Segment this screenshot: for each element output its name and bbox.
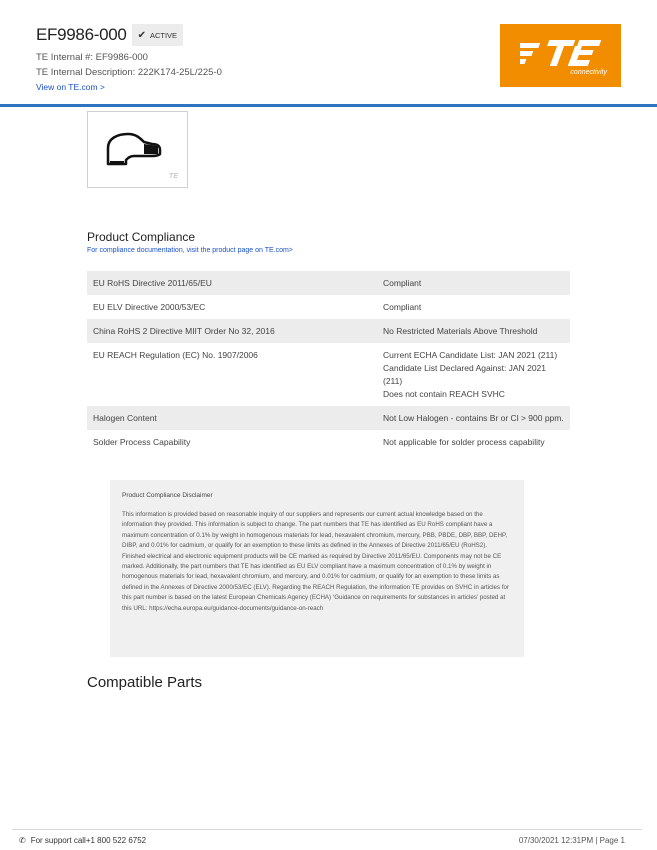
phone-icon: ✆ bbox=[19, 836, 26, 845]
te-connectivity-logo bbox=[500, 24, 621, 87]
compliance-label: Solder Process Capability bbox=[93, 437, 191, 447]
compliance-label: Halogen Content bbox=[87, 406, 377, 430]
compliance-title: Product Compliance bbox=[87, 230, 196, 244]
compliance-disclaimer bbox=[110, 480, 524, 657]
internal-description: TE Internal Description: 222K174-25L/225-0 bbox=[36, 67, 222, 78]
compliance-value: Compliant bbox=[383, 302, 422, 312]
compliance-value: Not applicable for solder process capability bbox=[383, 437, 545, 447]
te-logo-mark-icon bbox=[520, 38, 602, 68]
compliance-row bbox=[87, 271, 570, 295]
support-text: For support call+1 800 522 6752 bbox=[30, 836, 147, 845]
header-divider bbox=[0, 104, 657, 107]
disclaimer-text: This information is provided based on reasonable inquiry of our suppliers and represents our current actual knowledge based on the information they provided. This information is subject to change. The part numbers that TE has identified as EU RoHS compliant have a maximum concentration of 0.1% by weight in homogenous materials for lead, hexavalent chromium, mercury, PBB, PBDE, DBP, BBP, DEHP, DIBP, and 0.01% for cadmium, or qualify for an exemption to these limits as defined in the Annexes of Directive 2011/65/EU (RoHS2). Finished electrical and electronic equipment products will be CE marked as required by Directive 2011/65/EU. Components may not be CE marked. Additionally, the part numbers that TE has identified as EU ELV compliant have a maximum concentration of 0.1% by weight in homogenous materials for lead, hexavalent chromium, and mercury, and 0.01% for cadmium, or qualify for an exemption to these limits as defined in the Annexes of Directive 2000/53/EC (ELV). Regarding the REACH Regulation, the information TE provides on SVHC in articles for this part number is based on the latest European Chemicals Agency (ECHA) ‘Guidance on requirements for substances in articles’ posted at this URL: https://echa.europa.eu/guidance-documents/guidance-on-reach bbox=[122, 511, 510, 612]
internal-number: TE Internal #: EF9986-000 bbox=[36, 52, 148, 63]
compliance-row bbox=[87, 406, 570, 430]
compliance-row bbox=[87, 430, 570, 454]
compliance-label: China RoHS 2 Directive MIIT Order No 32, 2016 bbox=[87, 319, 377, 343]
image-watermark: TE bbox=[169, 173, 178, 180]
compliance-doc-link[interactable]: For compliance documentation, visit the product page on TE.com> bbox=[87, 247, 293, 254]
footer-support bbox=[19, 836, 146, 845]
disclaimer-title: Product Compliance Disclaimer bbox=[122, 492, 213, 499]
view-on-te-link[interactable]: View on TE.com > bbox=[36, 82, 105, 92]
footer-page-info: 07/30/2021 12:31PM | Page 1 bbox=[518, 836, 625, 845]
compliance-row bbox=[87, 319, 570, 343]
compliance-row bbox=[87, 295, 570, 319]
header bbox=[0, 0, 657, 104]
compliance-table bbox=[87, 271, 570, 454]
title-row bbox=[36, 24, 183, 46]
compliance-value: Not Low Halogen - contains Br or Cl > 900 ppm. bbox=[377, 406, 570, 430]
compliance-label: EU REACH Regulation (EC) No. 1907/2006 bbox=[93, 350, 258, 360]
footer-divider bbox=[12, 829, 642, 830]
logo-tagline: connectivity bbox=[570, 69, 607, 76]
compliance-value: No Restricted Materials Above Threshold bbox=[377, 319, 570, 343]
product-image bbox=[87, 111, 188, 188]
status-label: ACTIVE bbox=[149, 30, 178, 40]
compliance-label: EU ELV Directive 2000/53/EC bbox=[93, 302, 206, 312]
check-icon: ✔ bbox=[137, 29, 146, 41]
compatible-parts-title: Compatible Parts bbox=[87, 674, 203, 691]
part-number-title: EF9986-000 bbox=[36, 25, 127, 44]
compliance-row bbox=[87, 343, 570, 406]
status-badge bbox=[132, 24, 183, 46]
compliance-label: EU RoHS Directive 2011/65/EU bbox=[87, 271, 377, 295]
compliance-value: Compliant bbox=[377, 271, 570, 295]
compliance-value: Current ECHA Candidate List: JAN 2021 (211) Candidate List Declared Against: JAN 2021 (211) Does not contain REACH SVHC bbox=[383, 350, 558, 399]
